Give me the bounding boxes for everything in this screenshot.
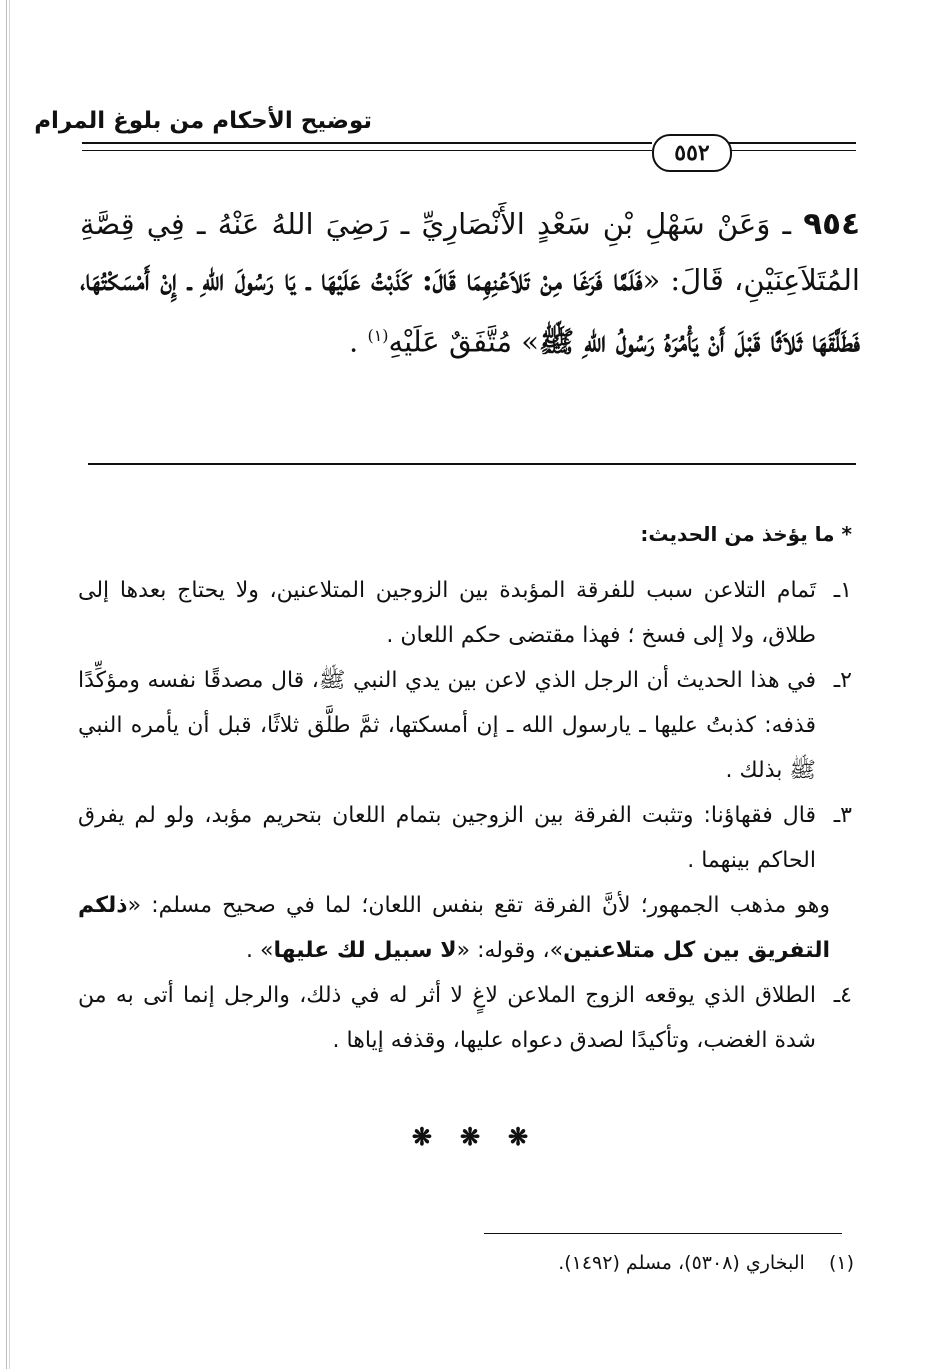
list-item (78, 658, 852, 793)
list-item-text: تَمام التلاعن سبب للفرقة المؤبدة بين الزوجين المتلاعنين، ولا يحتاج بعدها إلى طلاق، ولا إلى فسخ ؛ فهذا مقتضى حكم اللعان . (78, 578, 816, 648)
note-text-end: » . (246, 938, 274, 963)
header-rule-left-thin (82, 150, 652, 151)
list-item (78, 568, 852, 658)
list-item-number: ١ـ (833, 578, 852, 603)
ornament-separator (0, 1122, 940, 1151)
list-item (78, 793, 852, 883)
asterism-icon: ❋ (508, 1122, 529, 1151)
page-number: ٥٥٢ (674, 140, 710, 166)
list-item-text: الطلاق الذي يوقعه الزوج الملاعن لاغٍ لا أثر له في ذلك، والرجل إنما أتى به من شدة الغضب، وتأكيدًا لصدق دعواه عليها، وقذفه إياها . (78, 983, 816, 1053)
note-quote-1: ذلكم التفريق بين كل متلاعنين (78, 893, 830, 963)
hadith-number: ٩٥٤ (803, 206, 861, 242)
list-item-number: ٣ـ (833, 803, 852, 828)
asterism-icon: ❋ (459, 1122, 481, 1151)
scan-margin-line (9, 0, 10, 1369)
section-heading: * ما يؤخذ من الحديث: (640, 522, 852, 546)
section-divider (88, 463, 856, 465)
header-rule-right (728, 142, 856, 144)
note-text: وهو مذهب الجمهور؛ لأنَّ الفرقة تقع بنفس اللعان؛ لما في صحيح مسلم: « (127, 893, 830, 918)
header-rule-right-thin (728, 150, 856, 151)
footnote-number: (١) (828, 1252, 854, 1274)
list-item-note (78, 883, 852, 973)
hadith-quote: فَلَمَّا فَرَغَا مِنْ تَلاَعُنِهِمَا قَالَ: كَذَبْتُ عَلَيْهَا ـ يَا رَسُولَ اللهِ ـ إِنْ أَمْسَكْتُهَا، فَطَلَّقَهَا ثَلاَثًا قَبْلَ أَنْ يَأْمُرَهُ رَسُولُ اللهِ ﷺ (80, 263, 860, 359)
note-quote-2: لا سبيل لك عليها (273, 938, 457, 963)
list-item-number: ٢ـ (833, 668, 852, 693)
list-item (78, 973, 852, 1063)
list-item-number: ٤ـ (833, 983, 852, 1008)
footnote-reference: (١) (367, 326, 389, 345)
footnote-text: البخاري (٥٣٠٨)، مسلم (١٤٩٢). (558, 1252, 805, 1274)
hadith-closing: » مُتَّفَقٌ عَلَيْهِ (388, 324, 540, 359)
list-item-text: قال فقهاؤنا: وتثبت الفرقة بين الزوجين بتمام اللعان بتحريم مؤبد، ولو لم يفرق الحاكم بينهما . (78, 803, 816, 873)
footnote (154, 1252, 854, 1274)
header-rule-left (82, 142, 652, 144)
scan-margin-line (6, 0, 7, 1369)
running-header-title: توضيح الأحكام من بلوغ المرام (34, 108, 372, 134)
hadith-end: . (349, 324, 368, 359)
page-number-badge (652, 134, 732, 172)
footnote-rule (484, 1233, 842, 1234)
hadith-text (80, 196, 860, 370)
note-text-middle: »، وقوله: « (456, 938, 564, 963)
list-item-text: في هذا الحديث أن الرجل الذي لاعن بين يدي النبي ﷺ، قال مصدقًا نفسه ومؤكِّدًا قذفه: كذبتُ عليها ـ يارسول الله ـ إن أمسكتها، ثمَّ طلَّق ثلاثًا، قبل أن يأمره النبي ﷺ بذلك . (78, 668, 816, 783)
asterism-icon: ❋ (411, 1122, 432, 1151)
hadith-intro: ـ وَعَنْ سَهْلِ بْنِ سَعْدٍ الأَنْصَارِيِّ ـ رَضِيَ اللهُ عَنْهُ ـ فِي قِصَّةِ المُتَلاَعِنَيْنِ، قَالَ: « (80, 207, 860, 297)
benefits-list (78, 568, 852, 1063)
